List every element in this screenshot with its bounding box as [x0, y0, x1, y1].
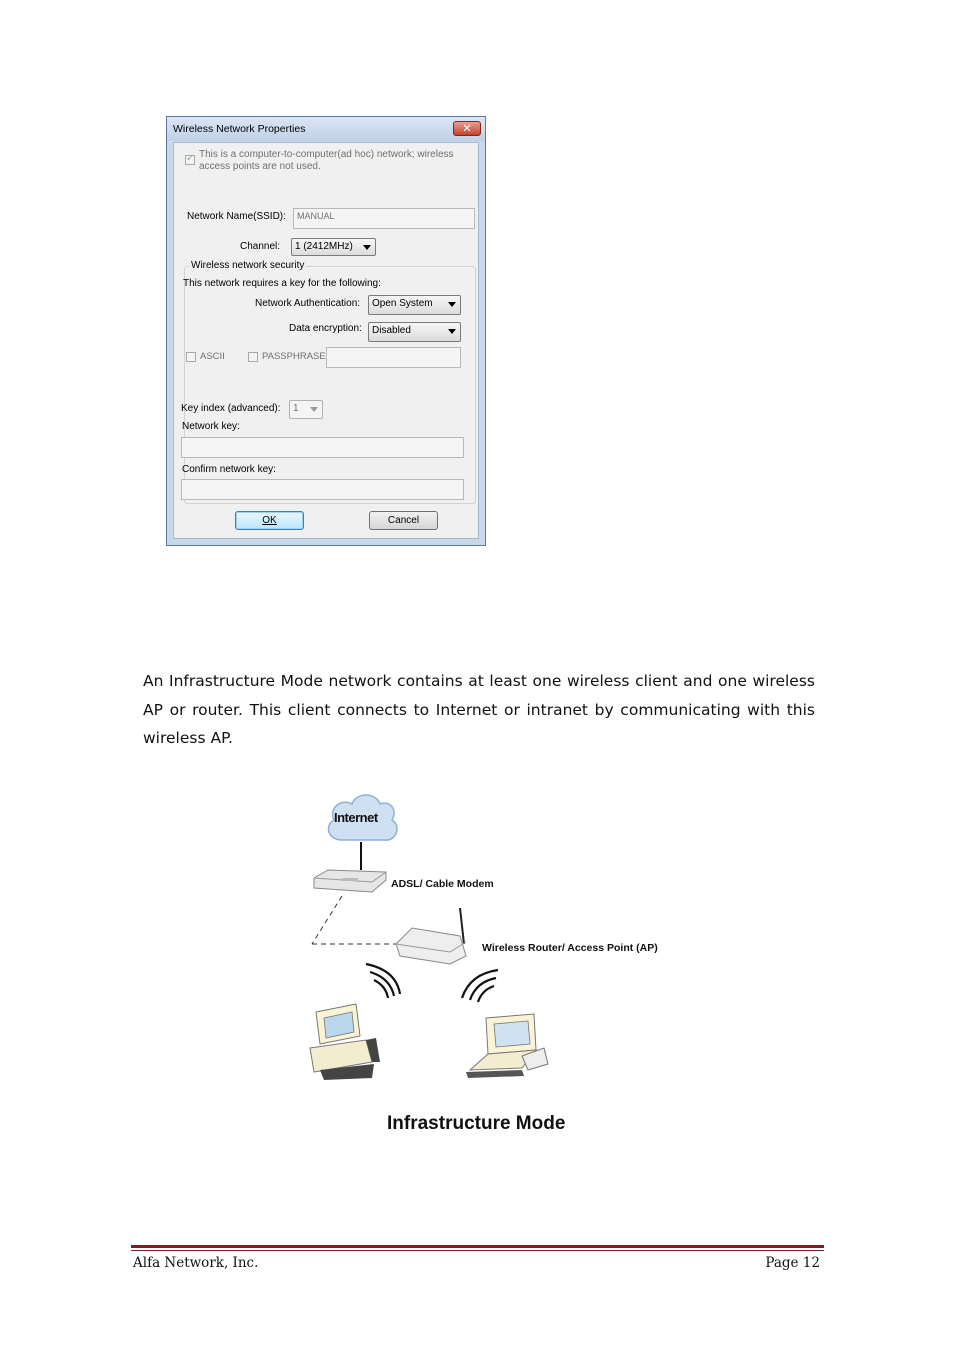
- checkmark-icon: ✓: [186, 153, 195, 164]
- encryption-value: Disabled: [372, 325, 411, 336]
- confirm-key-label: Confirm network key:: [182, 464, 276, 475]
- ssid-label: Network Name(SSID):: [187, 211, 286, 222]
- key-index-value: 1: [293, 403, 299, 414]
- wireless-security-group: [181, 260, 476, 504]
- internet-label: Internet: [334, 810, 378, 825]
- security-group-label: Wireless network security: [191, 260, 305, 271]
- wifi-waves-icon: [366, 964, 400, 998]
- close-button[interactable]: [453, 121, 481, 136]
- diagram-graphics: [290, 780, 690, 1100]
- passphrase-label: PASSPHRASE: [262, 351, 326, 362]
- network-auth-select[interactable]: [368, 295, 461, 315]
- footer-rule: [131, 1245, 824, 1248]
- data-encryption-select[interactable]: [368, 322, 461, 342]
- ascii-checkbox[interactable]: [186, 352, 196, 362]
- wireless-router-icon: [396, 908, 466, 964]
- desktop-computer-icon: [310, 1004, 380, 1080]
- cancel-button-label: Cancel: [387, 515, 420, 526]
- channel-select[interactable]: [291, 238, 376, 256]
- ssid-value: MANUAL: [297, 211, 335, 221]
- ok-button[interactable]: [235, 511, 304, 530]
- chevron-down-icon: [448, 329, 456, 334]
- diagram-caption: Infrastructure Mode: [387, 1113, 566, 1134]
- requires-key-text: This network requires a key for the following:: [183, 278, 381, 289]
- auth-label: Network Authentication:: [255, 298, 361, 309]
- router-label: Wireless Router/ Access Point (AP): [482, 942, 658, 954]
- passphrase-checkbox[interactable]: [248, 352, 258, 362]
- auth-value: Open System: [372, 298, 433, 309]
- footer-rule-thin: [131, 1250, 824, 1251]
- close-icon: ✕: [462, 122, 472, 135]
- channel-value: 1 (2412MHz): [295, 241, 353, 252]
- wireless-network-properties-dialog: [166, 116, 486, 546]
- adhoc-checkbox-label-line2: access points are not used.: [199, 161, 321, 172]
- chevron-down-icon: [310, 407, 318, 412]
- infrastructure-mode-diagram: [290, 780, 690, 1100]
- ok-button-label: OK: [262, 515, 277, 526]
- ascii-label: ASCII: [200, 351, 225, 362]
- network-key-label: Network key:: [182, 421, 240, 432]
- modem-icon: [314, 870, 386, 892]
- key-index-select[interactable]: [289, 400, 323, 419]
- footer-page-number: Page 12: [765, 1255, 820, 1271]
- network-key-field[interactable]: [181, 437, 464, 458]
- confirm-key-field[interactable]: [181, 479, 464, 500]
- footer-company: Alfa Network, Inc.: [133, 1255, 259, 1271]
- chevron-down-icon: [363, 245, 371, 250]
- cancel-button[interactable]: [369, 511, 438, 530]
- dialog-title-bar[interactable]: [167, 117, 485, 141]
- dialog-body: [173, 142, 479, 539]
- encryption-label: Data encryption:: [289, 323, 362, 334]
- wifi-waves-icon: [462, 970, 498, 1002]
- dialog-title: Wireless Network Properties: [173, 123, 306, 135]
- key-index-label: Key index (advanced):: [181, 403, 281, 414]
- modem-router-dashed-line: [312, 896, 342, 944]
- ssid-field[interactable]: [293, 208, 475, 229]
- modem-label: ADSL/ Cable Modem: [391, 878, 494, 890]
- channel-label: Channel:: [240, 241, 281, 252]
- chevron-down-icon: [448, 302, 456, 307]
- adhoc-checkbox[interactable]: [185, 155, 195, 165]
- adhoc-checkbox-label-line1: This is a computer-to-computer(ad hoc) network; wireless: [199, 149, 454, 160]
- infrastructure-mode-paragraph: An Infrastructure Mode network contains at least one wireless client and one wireless AP or router. This client connects to Internet or intranet by communicating with this wireless AP.: [143, 672, 815, 747]
- passphrase-field[interactable]: [326, 347, 461, 368]
- laptop-computer-icon: [466, 1014, 548, 1078]
